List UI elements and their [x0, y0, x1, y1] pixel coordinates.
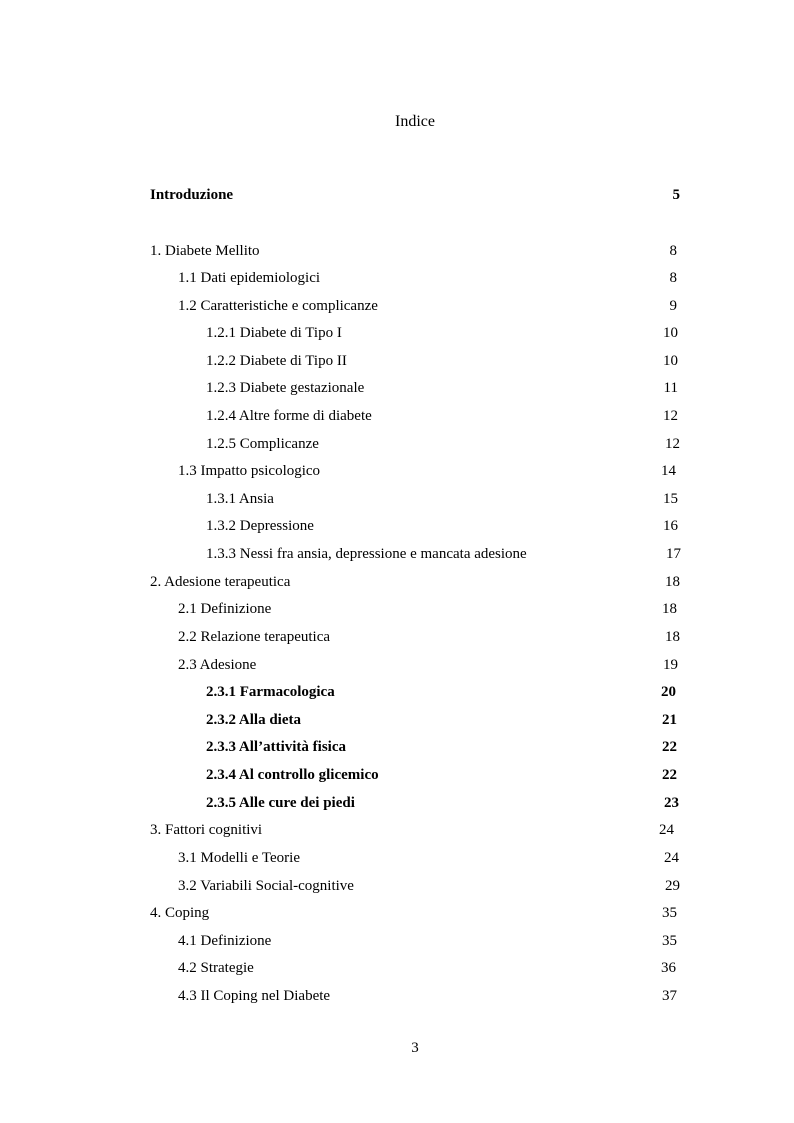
- toc-entry: [0, 516, 794, 536]
- toc-entry-page: 5: [672, 187, 680, 203]
- toc-entry-label: 4.2 Strategie: [178, 960, 254, 976]
- toc-entry-label: 1.2.2 Diabete di Tipo II: [206, 353, 347, 369]
- toc-entry-page: 9: [669, 298, 677, 314]
- toc-entry: [0, 876, 794, 896]
- toc-entry-page: 18: [665, 574, 680, 590]
- toc-entry-label: 2.3.5 Alle cure dei piedi: [206, 795, 355, 811]
- toc-entry-page: 14: [661, 463, 676, 479]
- toc-entry-label: 2.3.3 All’attività fisica: [206, 739, 346, 755]
- toc-entry-label: 4. Coping: [150, 905, 210, 921]
- toc-entry-label: 2.1 Definizione: [178, 601, 272, 617]
- toc-entry-label: 1.2.1 Diabete di Tipo I: [206, 325, 342, 341]
- toc-entry: [0, 185, 794, 205]
- toc-entry-label: 1.1 Dati epidemiologici: [178, 270, 321, 286]
- toc-entry-page: 35: [662, 905, 677, 921]
- toc-entry: [0, 351, 794, 371]
- toc-entry-page: 10: [663, 353, 678, 369]
- toc-entry-label: 1.3.3 Nessi fra ansia, depressione e mancata adesione: [206, 546, 527, 562]
- toc-entry: [0, 710, 794, 730]
- toc-entry: [0, 599, 794, 619]
- toc-entry-label: 2.3.2 Alla dieta: [206, 712, 302, 728]
- toc-entry-page: 35: [662, 933, 677, 949]
- toc-entry-label: 1.2.4 Altre forme di diabete: [206, 408, 372, 424]
- toc-entry: [0, 682, 794, 702]
- toc-entry: [0, 793, 794, 813]
- toc-entry-page: 22: [662, 767, 677, 783]
- toc-entry-page: 11: [663, 380, 678, 396]
- toc-entry: [0, 572, 794, 592]
- toc-entry-label: 3.1 Modelli e Teorie: [178, 850, 300, 866]
- toc-entry-label: 3.2 Variabili Social-cognitive: [178, 878, 354, 894]
- toc-entry: [0, 544, 794, 564]
- toc-entry-page: 36: [661, 960, 676, 976]
- toc-entry-label: 4.3 Il Coping nel Diabete: [178, 988, 331, 1004]
- toc-entry: [0, 903, 794, 923]
- toc-entry-page: 24: [659, 822, 674, 838]
- toc-entry-label: 1.2.3 Diabete gestazionale: [206, 380, 365, 396]
- toc-entry-label: 2.3 Adesione: [178, 657, 257, 673]
- toc-entry-label: 2.3.1 Farmacologica: [206, 684, 335, 700]
- toc-entry-label: 2. Adesione terapeutica: [150, 574, 291, 590]
- toc-entry-page: 12: [663, 408, 678, 424]
- toc-entry-label: 1.2 Caratteristiche e complicanze: [178, 298, 378, 314]
- toc-entry-label: 1.3.1 Ansia: [206, 491, 274, 507]
- toc-entry: [0, 241, 794, 261]
- toc-entry: [0, 848, 794, 868]
- toc-entry-page: 37: [662, 988, 677, 1004]
- toc-entry-label: 1.3 Impatto psicologico: [178, 463, 321, 479]
- toc-entry: [0, 737, 794, 757]
- toc-entry-page: 18: [662, 601, 677, 617]
- toc-entry: [0, 820, 794, 840]
- toc-entry: [0, 489, 794, 509]
- toc-entry-page: 24: [664, 850, 679, 866]
- toc-entry-page: 18: [665, 629, 680, 645]
- toc-entry-label: Introduzione: [150, 187, 234, 203]
- toc-entry: [0, 627, 794, 647]
- toc-entry: [0, 765, 794, 785]
- toc-entry-label: 3. Fattori cognitivi: [150, 822, 263, 838]
- toc-entry: [0, 986, 794, 1006]
- toc-entry-page: 20: [661, 684, 676, 700]
- toc-entry-label: 1.2.5 Complicanze: [206, 436, 319, 452]
- toc-entry: [0, 461, 794, 481]
- toc-entry-page: 8: [669, 243, 677, 259]
- page-title: Indice: [395, 113, 435, 130]
- toc-entry-page: 10: [663, 325, 678, 341]
- toc-entry: [0, 434, 794, 454]
- toc-entry-label: 2.2 Relazione terapeutica: [178, 629, 331, 645]
- toc-entry-label: 1.3.2 Depressione: [206, 518, 314, 534]
- toc-entry-page: 29: [665, 878, 680, 894]
- toc-entry-label: 4.1 Definizione: [178, 933, 272, 949]
- toc-entry: [0, 296, 794, 316]
- toc-entry: [0, 655, 794, 675]
- toc-entry-page: 19: [663, 657, 678, 673]
- toc-entry-page: 17: [666, 546, 681, 562]
- toc-entry-label: 2.3.4 Al controllo glicemico: [206, 767, 379, 783]
- toc-entry: [0, 958, 794, 978]
- toc-entry: [0, 406, 794, 426]
- toc-entry-page: 8: [669, 270, 677, 286]
- toc-entry: [0, 323, 794, 343]
- page-number: 3: [411, 1040, 419, 1056]
- toc-entry: [0, 268, 794, 288]
- toc-entry-page: 21: [662, 712, 677, 728]
- toc-entry-page: 15: [663, 491, 678, 507]
- toc-entry-page: 12: [665, 436, 680, 452]
- toc-entry: [0, 378, 794, 398]
- toc-entry-page: 23: [664, 795, 679, 811]
- toc-entry-label: 1. Diabete Mellito: [150, 243, 260, 259]
- toc-entry-page: 22: [662, 739, 677, 755]
- toc-entry-page: 16: [663, 518, 678, 534]
- toc-entry: [0, 931, 794, 951]
